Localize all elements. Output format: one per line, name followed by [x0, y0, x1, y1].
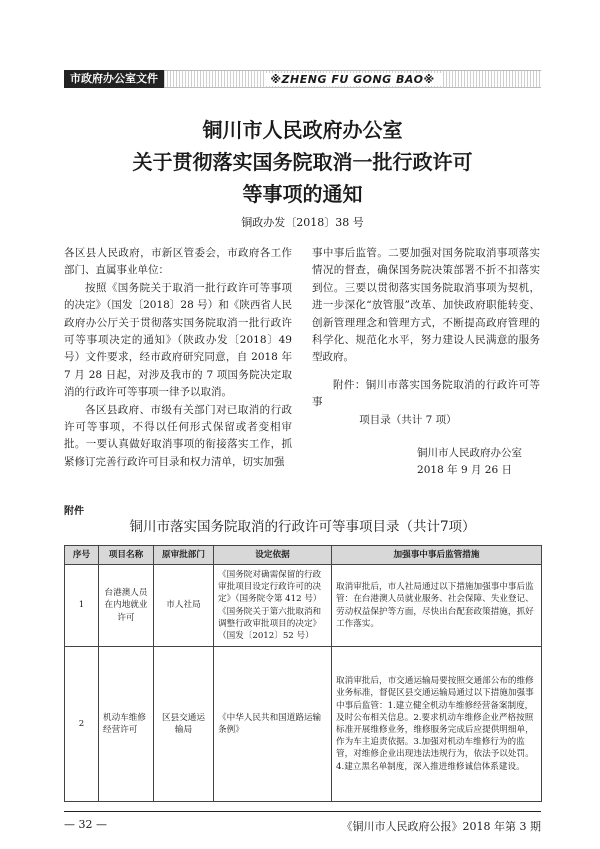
page-header: [64, 70, 541, 88]
sign-date: 2018 年 9 月 26 日: [417, 464, 512, 477]
row-basis: 《国务院对确需保留的行政审批项目设定行政许可的决定》（国务院令第 412 号）《国务院关于第六批取消和调整行政审批项目的决定》（国发〔2012〕52 号）: [214, 565, 332, 647]
row-name: 台港澳人员在内地就业许可: [99, 565, 154, 647]
journal-name: ※ZHENG FU GONG BAO※: [264, 73, 440, 86]
attachment-label-continued: 项目录（共计 7 项）: [359, 413, 457, 426]
row-dept: 市人社局: [154, 565, 214, 647]
body-column-right: [312, 245, 540, 480]
row-dept: 区县交通运输局: [154, 647, 214, 802]
row-no: 2: [65, 647, 99, 802]
document-title: [64, 114, 541, 210]
table-row: [65, 647, 542, 802]
addressee: 各区县人民政府，市新区管委会，市政府各工作部门、直属事业单位：: [64, 247, 292, 277]
signer: 铜川市人民政府办公室: [417, 447, 522, 460]
table-row: [65, 565, 542, 647]
attachment-label: 附件：铜川市落实国务院取消的行政许可等事: [312, 378, 540, 409]
footer-rule: [64, 811, 541, 812]
row-no: 1: [65, 565, 99, 647]
page-number: — 32 —: [64, 818, 107, 831]
journal-issue: 《铜川市人民政府公报》2018 年第 3 期: [341, 820, 541, 833]
title-line-2: 关于贯彻落实国务院取消一批行政许可: [132, 150, 473, 174]
title-line-1: 铜川市人民政府办公室: [202, 118, 403, 142]
title-line-3: 等事项的通知: [242, 182, 363, 206]
row-measures: 取消审批后，市人社局通过以下措施加强事中事后监管：在台港澳人员就业服务、社会保障、失业登记、劳动权益保护等方面，尽快出台配套政策措施，抓好工作落实。: [332, 565, 542, 647]
paragraph-2-continued: 事中事后监管。二要加强对国务院取消事项落实情况的督查，确保国务院决策部署不折不扣落实到位。三要以贯彻落实国务院取消事项为契机，进一步深化“放管服”改革、加快政府职能转变、创新管理理念和管理方式，不断提高政府管理的科学化、规范化水平，努力建设人民满意的服务型政府。: [312, 247, 540, 364]
row-basis: 《中华人民共和国道路运输条例》: [214, 647, 332, 802]
body-column-left: [64, 245, 292, 471]
section-tag: 市政府办公室文件: [64, 70, 164, 88]
header-basis: 设定依据: [214, 546, 332, 565]
paragraph-1: 按照《国务院关于取消一批行政许可等事项的决定》（国发〔2018〕28 号）和《陕西省人民政府办公厅关于贯彻落实国务院取消一批行政许可等事项决定的通知》（陕政办发〔2018〕49 号）文件要求，经市政府研究同意，自 2018 年 7 月 28 日起，对涉及我市的 7 项国务院决定取消的行政许可等事项一律予以取消。: [64, 281, 292, 399]
header-measures: 加强事中事后监管措施: [332, 546, 542, 565]
annex-label: 附件: [64, 506, 84, 517]
annex-title: 铜川市落实国务院取消的行政许可等事项目录（共计7项）: [129, 519, 476, 535]
annex-table: [64, 545, 542, 802]
document-number: 铜政办发〔2018〕38 号: [241, 216, 364, 229]
header-dept: 原审批部门: [154, 546, 214, 565]
header-rule: [164, 70, 541, 88]
paragraph-2: 各区县政府、市级有关部门对已取消的行政许可等事项，不得以任何形式保留或者变相审批。一要认真做好取消事项的衔接落实工作，抓紧修订完善行政许可目录和权力清单，切实加强: [64, 403, 292, 468]
table-header-row: [65, 546, 542, 565]
header-no: 序号: [65, 546, 99, 565]
row-name: 机动车维修经营许可: [99, 647, 154, 802]
header-name: 项目名称: [99, 546, 154, 565]
row-measures: 取消审批后，市交通运输局要按照交通部公布的维修业务标准，督促区县交通运输局通过以下措施加强事中事后监管：1.建立健全机动车维修经营备案制度，及时公布相关信息。2.要求机动车维修企业严格按照标准开展维修业务，维修服务完成后应提供明细单，作为车主追责依据。3.加强对机动车维修行为的监管，对维修企业出现违法违规行为，依法予以处罚。4.建立黑名单制度，深入推进维修诚信体系建设。: [332, 647, 542, 802]
